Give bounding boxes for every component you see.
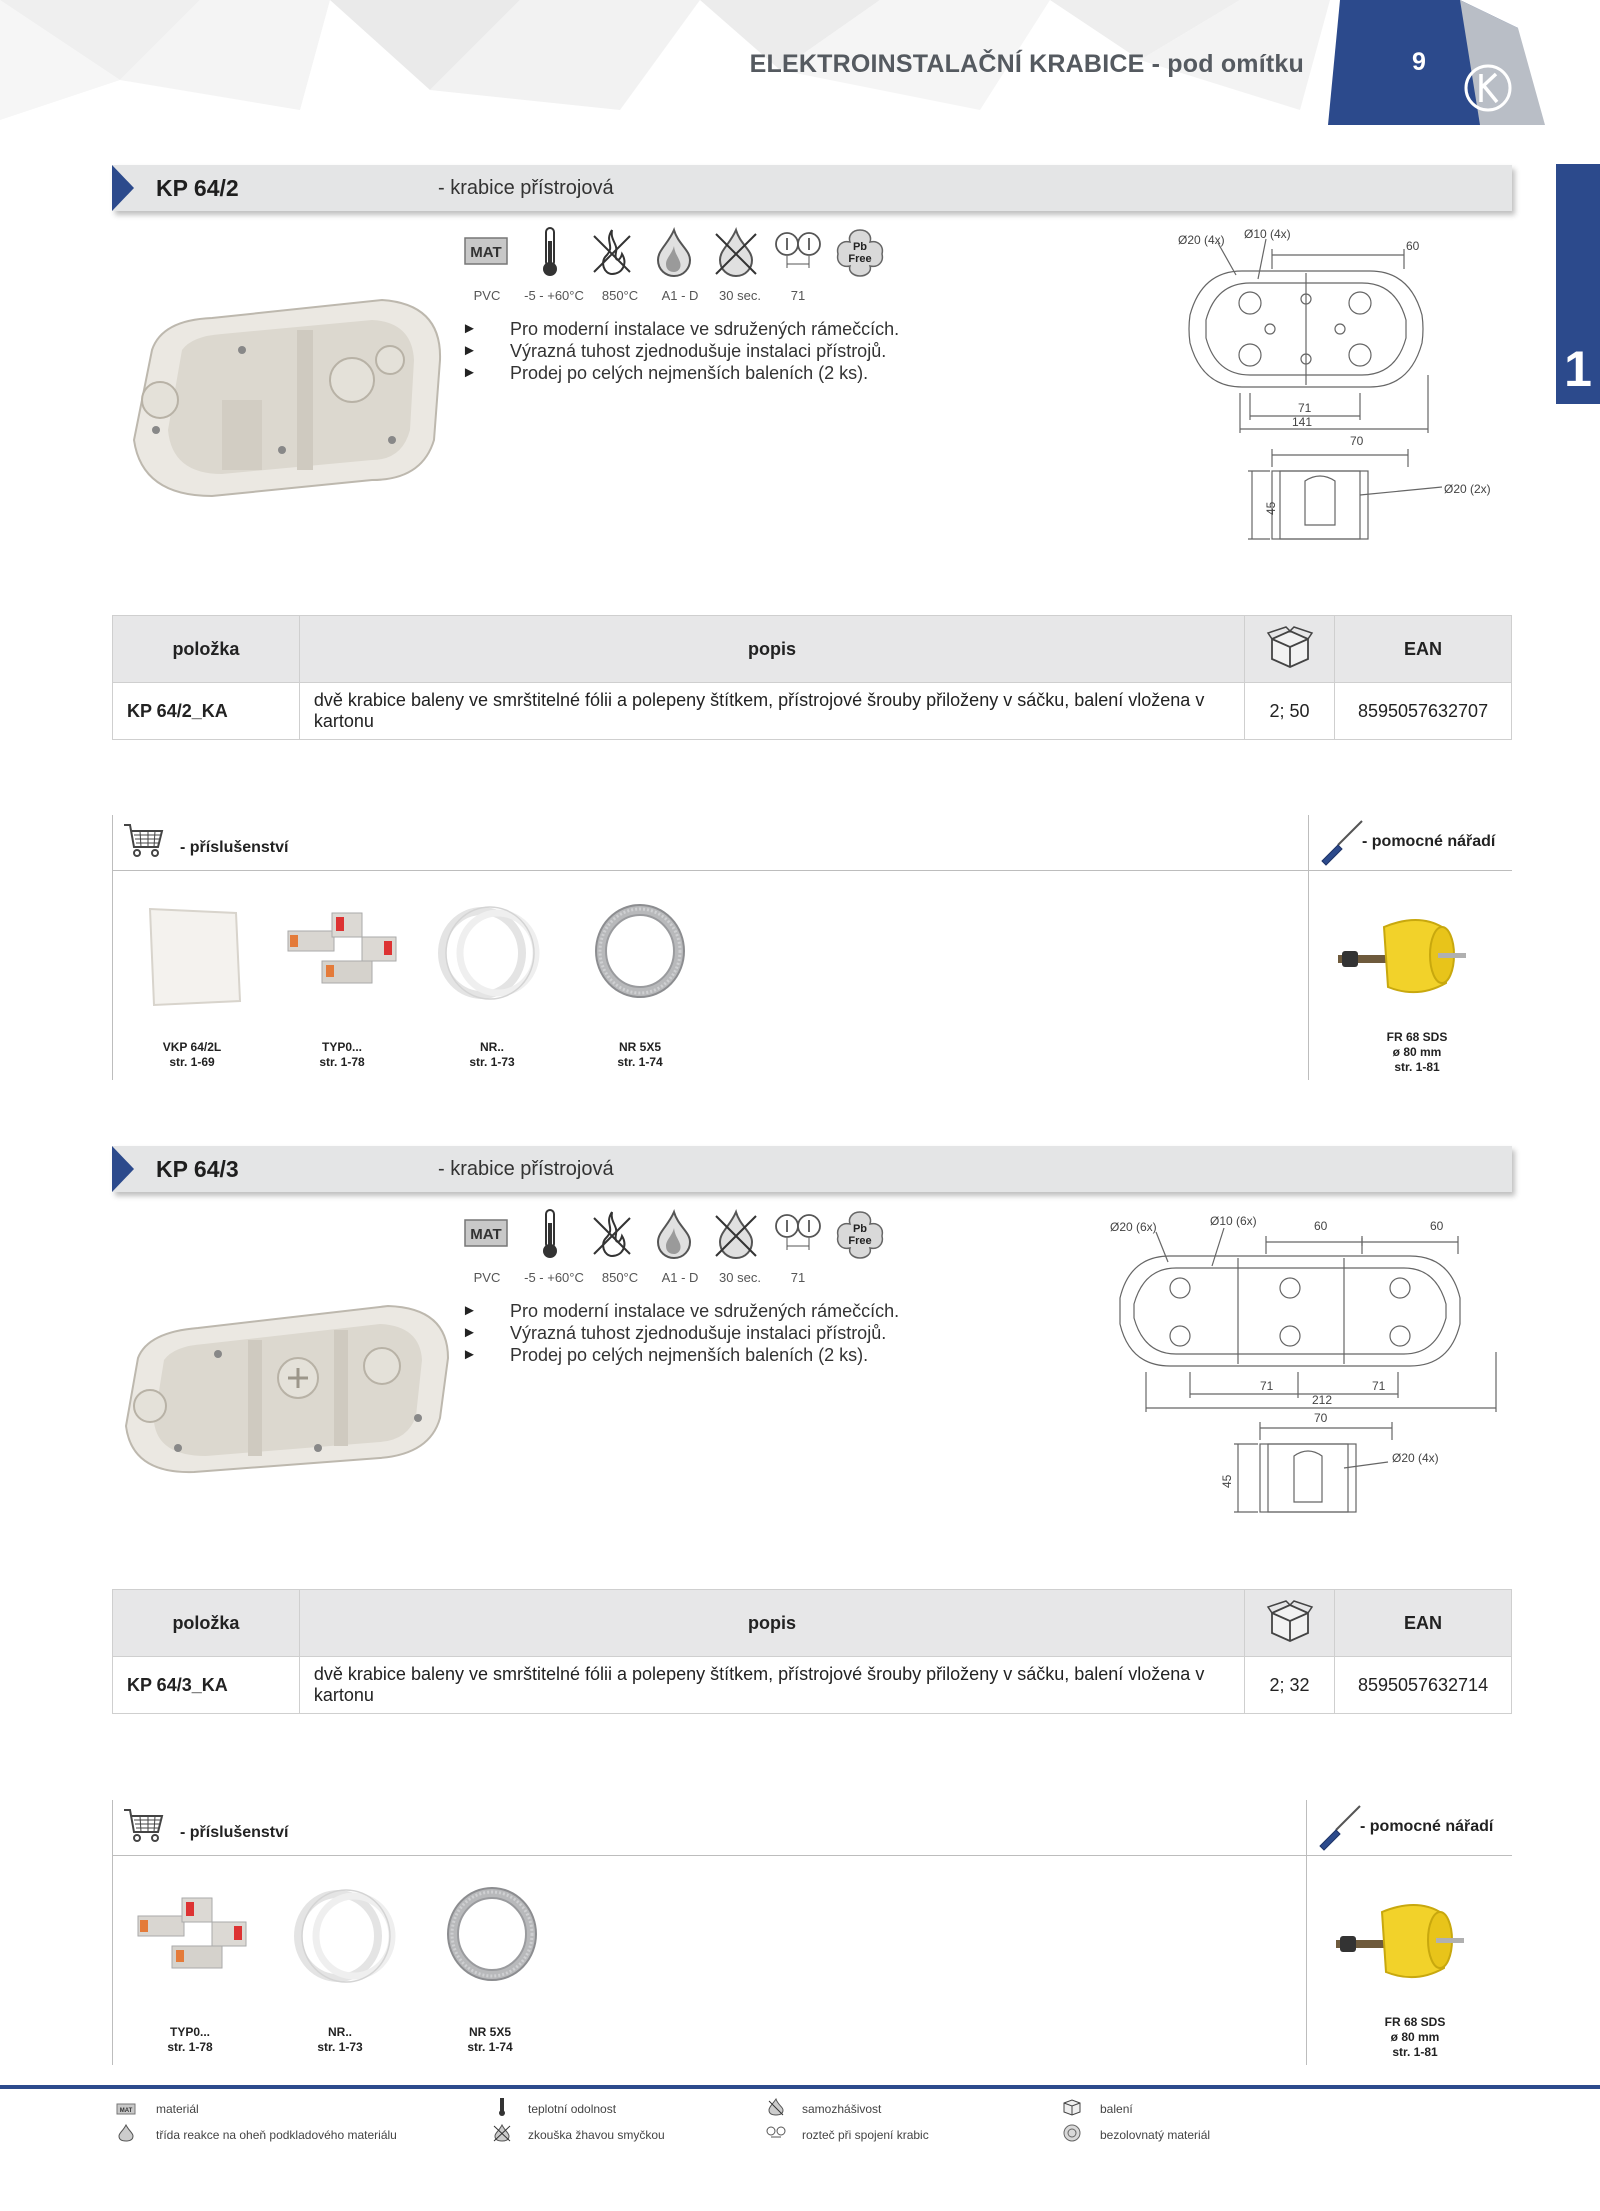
thermometer-icon (492, 2098, 512, 2116)
table-header-row (113, 616, 1512, 683)
drawing-dim-depth-width: 70 (1314, 1411, 1328, 1425)
page-header-title: ELEKTROINSTALAČNÍ KRABICE - pod omítku (749, 50, 1304, 78)
table-cell-desc: dvě krabice baleny ve smrštitelné fólii a polepeny štítkem, přístrojové šrouby přiloženy v sáčku, balení vložena v kartonu (299, 683, 1244, 740)
mat-icon (116, 2100, 136, 2118)
drawing-dim-pitch-b: 71 (1372, 1379, 1386, 1393)
table-header-item: položka (113, 1590, 300, 1657)
mat-icon-text: MAT (119, 2108, 133, 2114)
bullet-icon: ► (462, 1324, 477, 1341)
product-code: KP 64/2 (156, 175, 239, 201)
bullet-icon: ► (462, 320, 477, 337)
drawing-dim-top-a: 60 (1314, 1219, 1328, 1233)
technical-drawing (1100, 1212, 1500, 1532)
table-row (113, 683, 1512, 740)
accessory-item: NR.. str. 1-73 (469, 1040, 515, 1069)
spec-icon-strip (462, 1208, 902, 1290)
drawing-dim-total: 212 (1312, 1393, 1333, 1407)
accessories-band (112, 1800, 1512, 2065)
screwdriver-icon (1316, 817, 1366, 867)
self-extinguishing-icon (586, 1208, 638, 1260)
pitch-icon (766, 2124, 786, 2142)
bullet-icon: ► (462, 1302, 477, 1319)
package-icon (1266, 625, 1314, 669)
accessory-item: NR 5X5 str. 1-74 (467, 2025, 513, 2054)
lead-free-icon-text-bottom: Free (848, 1235, 872, 1247)
accessory-item: NR 5X5 str. 1-74 (617, 1040, 663, 1069)
spec-label-extinguish-time: 30 sec. (719, 288, 761, 303)
pitch-icon (772, 1208, 824, 1260)
lead-free-icon (834, 226, 886, 278)
shopping-cart-icon (122, 1806, 164, 1844)
flame-icon (648, 226, 700, 278)
drawing-label-holes-small: Ø10 (6x) (1210, 1214, 1257, 1228)
feature-item: ► Výrazná tuhost zjednodušuje instalaci přístrojů. (462, 1323, 887, 1343)
accessories-label: - příslušenství (180, 839, 289, 856)
self-extinguishing-icon (766, 2098, 786, 2116)
drawing-dim-depth-width: 70 (1350, 434, 1364, 448)
accessory-item: NR.. str. 1-73 (317, 2025, 363, 2054)
screwdriver-icon (1314, 1802, 1364, 1852)
accessory-item: TYP0... str. 1-78 (319, 1040, 365, 1069)
spec-label-pitch: 71 (790, 288, 806, 303)
spec-label-glow-wire: 850°C (601, 1270, 639, 1285)
bullet-icon: ► (462, 342, 477, 359)
feature-list (462, 1300, 1022, 1366)
product-code: KP 64/3 (156, 1156, 239, 1182)
chapter-tab-number: 1 (1564, 341, 1592, 397)
tools-label: - pomocné nářadí (1360, 1818, 1494, 1835)
connector-thumb (282, 907, 402, 997)
product-name: - krabice přístrojová (438, 177, 614, 199)
thermometer-icon (524, 226, 576, 278)
product-name: - krabice přístrojová (438, 1158, 614, 1180)
hole-saw-thumb (1336, 1898, 1466, 1988)
product-table (112, 1589, 1512, 1714)
flame-icon (648, 1208, 700, 1260)
legend-label: samozhášivost (802, 2102, 882, 2116)
accessories-label: - příslušenství (180, 1824, 289, 1841)
legend-rule (0, 2085, 1600, 2089)
drawing-dim-depth: 45 (1264, 501, 1278, 515)
table-cell-pack: 2; 50 (1245, 683, 1335, 740)
feature-item: ► Pro moderní instalace ve sdružených rámečcích. (462, 1301, 900, 1321)
spec-label-fire-class: A1 - D (661, 1270, 699, 1285)
package-icon (1266, 1599, 1314, 1643)
accessory-item: TYP0... str. 1-78 (167, 2025, 213, 2054)
accessories-band (112, 815, 1512, 1080)
legend-label: balení (1100, 2102, 1133, 2116)
table-header-desc: popis (299, 1590, 1244, 1657)
tool-item: FR 68 SDS ø 80 mm str. 1-81 (1384, 2015, 1446, 2059)
spec-label-temperature: -5 - +60°C (524, 288, 584, 303)
drawing-label-holes-side: Ø20 (4x) (1392, 1451, 1439, 1465)
table-cell-desc: dvě krabice baleny ve smrštitelné fólii a polepeny štítkem, přístrojové šrouby přiloženy v sáčku, balení vložena v kartonu (299, 1657, 1244, 1714)
glow-wire-icon (492, 2124, 512, 2142)
extension-ring-thumb (442, 1884, 542, 1984)
section-title-bar (112, 165, 1512, 211)
thermometer-icon (524, 1208, 576, 1260)
package-icon (1062, 2098, 1082, 2116)
drawing-dim-total: 141 (1292, 415, 1313, 429)
mat-icon-text: MAT (470, 1226, 502, 1243)
tool-item: FR 68 SDS ø 80 mm str. 1-81 (1386, 1030, 1448, 1074)
hole-saw-thumb (1338, 913, 1468, 1003)
section-title-bar (112, 1146, 1512, 1192)
spec-label-material: PVC (473, 1270, 501, 1285)
table-cell-ean: 8595057632714 (1335, 1657, 1512, 1714)
section-arrow-icon (112, 1146, 134, 1192)
drawing-label-holes-large: Ø20 (4x) (1178, 233, 1225, 247)
drawing-dim-pitch: 71 (1298, 401, 1312, 415)
spec-label-fire-class: A1 - D (661, 288, 699, 303)
table-cell-ean: 8595057632707 (1335, 683, 1512, 740)
spec-label-material: PVC (473, 288, 501, 303)
table-header-pack (1245, 1590, 1335, 1657)
table-cell-item: KP 64/3_KA (113, 1657, 300, 1714)
frame-ring-thumb (288, 1886, 400, 1986)
table-row (113, 1657, 1512, 1714)
legend-label: třída reakce na oheň podkladového materiálu (156, 2128, 397, 2142)
mat-icon (462, 1208, 514, 1260)
table-header-ean: EAN (1335, 616, 1512, 683)
legend-label: teplotní odolnost (528, 2102, 617, 2116)
legend-label: bezolovnatý materiál (1100, 2128, 1211, 2142)
extension-ring-thumb (590, 901, 690, 1001)
shopping-cart-icon (122, 821, 164, 859)
flame-icon (116, 2124, 136, 2142)
table-header-item: položka (113, 616, 300, 683)
accessory-item: VKP 64/2L str. 1-69 (162, 1040, 222, 1069)
product-photo (118, 1298, 454, 1478)
spec-label-glow-wire: 850°C (601, 288, 639, 303)
technical-drawing (1160, 225, 1500, 555)
product-table (112, 615, 1512, 740)
legend-label: zkouška žhavou smyčkou (528, 2128, 665, 2142)
bullet-icon: ► (462, 364, 477, 381)
cover-plate-thumb (144, 905, 244, 1010)
drawing-dim-top-b: 60 (1430, 1219, 1444, 1233)
section-arrow-icon (112, 165, 134, 211)
product-photo (122, 290, 452, 500)
legend (0, 2090, 1600, 2211)
page-number: 9 (1412, 48, 1426, 76)
feature-item: ► Pro moderní instalace ve sdružených rámečcích. (462, 319, 900, 339)
lead-free-icon (834, 1208, 886, 1260)
drawing-dim-depth: 45 (1220, 1474, 1234, 1488)
lead-free-icon-text-top: Pb (852, 1223, 868, 1235)
drawing-dim-top: 60 (1406, 239, 1420, 253)
legend-label: materiál (156, 2102, 199, 2116)
glow-wire-icon (710, 1208, 762, 1260)
spec-icon-strip (462, 226, 902, 308)
feature-list (462, 318, 1022, 384)
connector-thumb (132, 1892, 252, 1982)
frame-ring-thumb (432, 903, 544, 1003)
drawing-label-holes-large: Ø20 (6x) (1110, 1220, 1157, 1234)
self-extinguishing-icon (586, 226, 638, 278)
lead-free-icon-text-top: Pb (852, 241, 868, 253)
table-cell-item: KP 64/2_KA (113, 683, 300, 740)
drawing-label-holes-side: Ø20 (2x) (1444, 482, 1491, 496)
spec-label-temperature: -5 - +60°C (524, 1270, 584, 1285)
table-header-ean: EAN (1335, 1590, 1512, 1657)
glow-wire-icon (710, 226, 762, 278)
drawing-dim-pitch-a: 71 (1260, 1379, 1274, 1393)
tools-label: - pomocné nářadí (1362, 833, 1496, 850)
mat-icon (462, 226, 514, 278)
table-header-row (113, 1590, 1512, 1657)
feature-item: ► Prodej po celých nejmenších baleních (2 ks). (462, 363, 869, 383)
spec-label-pitch: 71 (790, 1270, 806, 1285)
lead-free-icon (1062, 2124, 1082, 2142)
mat-icon-text: MAT (470, 244, 502, 261)
drawing-label-holes-small: Ø10 (4x) (1244, 227, 1291, 241)
table-header-pack (1245, 616, 1335, 683)
feature-item: ► Výrazná tuhost zjednodušuje instalaci přístrojů. (462, 341, 887, 361)
feature-item: ► Prodej po celých nejmenších baleních (2 ks). (462, 1345, 869, 1365)
legend-label: rozteč při spojení krabic (802, 2128, 929, 2142)
pitch-icon (772, 226, 824, 278)
lead-free-icon-text-bottom: Free (848, 253, 872, 265)
table-header-desc: popis (299, 616, 1244, 683)
table-cell-pack: 2; 32 (1245, 1657, 1335, 1714)
spec-label-extinguish-time: 30 sec. (719, 1270, 761, 1285)
bullet-icon: ► (462, 1346, 477, 1363)
